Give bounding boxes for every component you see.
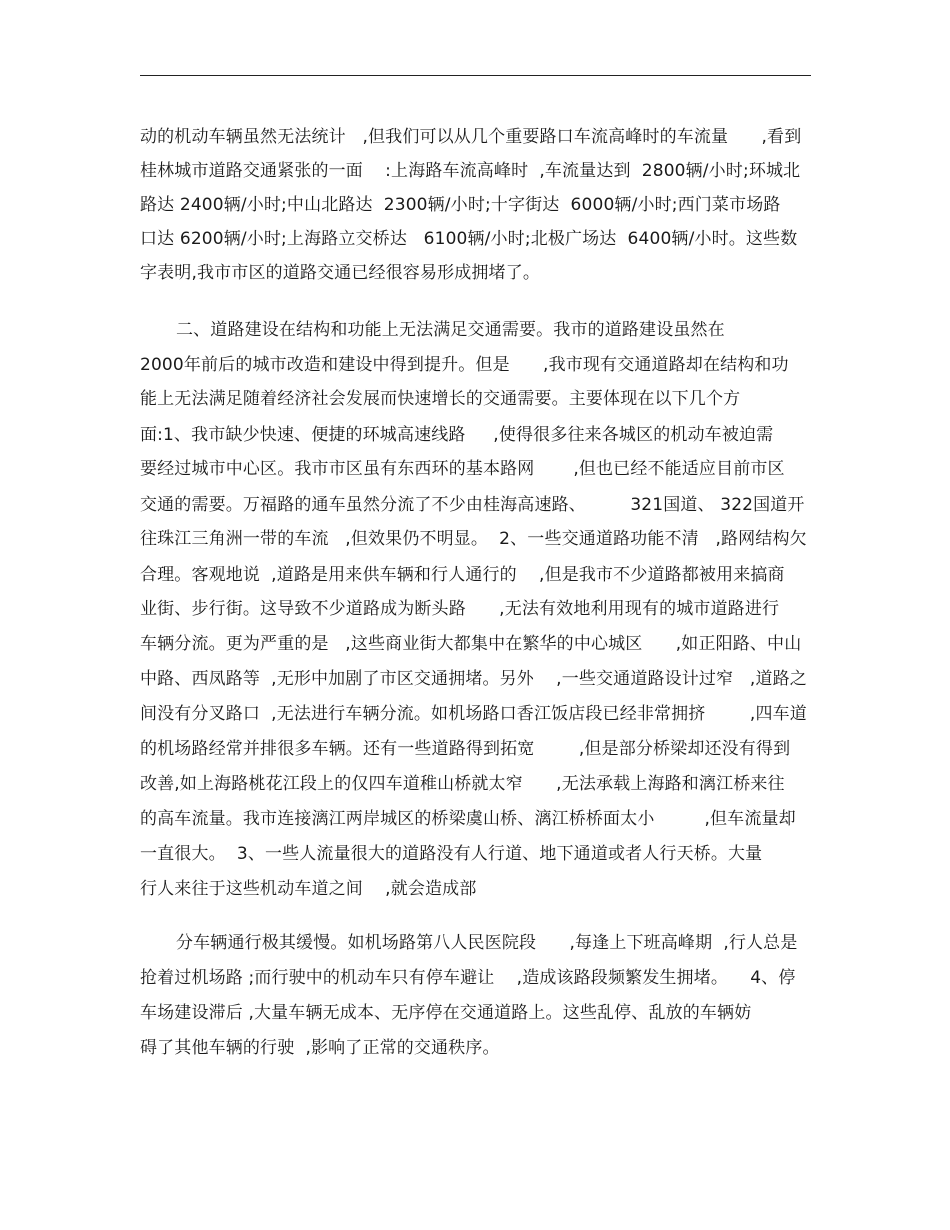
paragraph-2-line-10: 车辆分流。更为严重的是 ,这些商业街大都集中在繁华的中心城区 ,如正阳路、中山 [140,634,802,654]
paragraph-3-line-1: 分车辆通行极其缓慢。如机场路第八人民医院段 ,每逢上下班高峰期 ,行人总是 [176,933,798,953]
paragraph-2-line-17: 行人来往于这些机动车道之间 ,就会造成部 [140,879,477,899]
paragraph-2-line-2: 2000年前后的城市改造和建设中得到提升。但是 ,我市现有交通道路却在结构和功 [140,355,789,375]
paragraph-2-line-5: 要经过城市中心区。我市市区虽有东西环的基本路网 ,但也已经不能适应目前市区 [140,459,785,479]
paragraph-1-line-4: 口达 6200辆/小时;上海路立交桥达 6100辆/小时;北极广场达 6400辆/小时。这些数 [140,229,798,249]
paragraph-1-line-5: 字表明,我市市区的道路交通已经很容易形成拥堵了。 [140,263,541,283]
paragraph-3-line-3: 车场建设滞后 ,大量车辆无成本、无序停在交通道路上。这些乱停、乱放的车辆妨 [140,1003,752,1023]
paragraph-2-line-16: 一直很大。 3、一些人流量很大的道路没有人行道、地下通道或者人行天桥。大量 [140,844,763,864]
paragraph-2-line-15: 的高车流量。我市连接漓江两岸城区的桥梁虞山桥、漓江桥桥面太小 ,但车流量却 [140,809,796,829]
paragraph-2-line-8: 合理。客观地说 ,道路是用来供车辆和行人通行的 ,但是我市不少道路都被用来搞商 [140,565,785,585]
paragraph-1-line-1: 动的机动车辆虽然无法统计 ,但我们可以从几个重要路口车流高峰时的车流量 ,看到 [140,127,802,147]
paragraph-3-line-4: 碍了其他车辆的行驶 ,影响了正常的交通秩序。 [140,1038,500,1058]
paragraph-2-line-3: 能上无法满足随着经济社会发展而快速增长的交通需要。主要体现在以下几个方 [140,389,741,409]
header-rule [140,75,811,76]
paragraph-2-line-9: 业街、步行街。这导致不少道路成为断头路 ,无法有效地利用现有的城市道路进行 [140,599,780,619]
paragraph-2-line-1: 二、道路建设在结构和功能上无法满足交通需要。我市的道路建设虽然在 [176,320,725,340]
paragraph-2-line-14: 改善,如上海路桃花江段上的仅四车道稚山桥就太窄 ,无法承载上海路和漓江桥来往 [140,774,785,794]
paragraph-2-line-13: 的机场路经常并排很多车辆。还有一些道路得到拓宽 ,但是部分桥梁却还没有得到 [140,739,791,759]
paragraph-2-line-6: 交通的需要。万福路的通车虽然分流了不少由桂海高速路、 321国道、 322国道开 [140,495,805,515]
paragraph-2-line-7: 往珠江三角洲一带的车流 ,但效果仍不明显。 2、一些交通道路功能不清 ,路网结构欠 [140,529,807,549]
paragraph-2-line-11: 中路、西凤路等 ,无形中加剧了市区交通拥堵。另外 ,一些交通道路设计过窄 ,道路之 [140,669,807,689]
paragraph-3-line-2: 抢着过机场路 ;而行驶中的机动车只有停车避让 ,造成该路段频繁发生拥堵。 4、停 [140,968,796,988]
paragraph-2-line-12: 间没有分叉路口 ,无法进行车辆分流。如机场路口香江饭店段已经非常拥挤 ,四车道 [140,704,807,724]
paragraph-1-line-3: 路达 2400辆/小时;中山北路达 2300辆/小时;十字街达 6000辆/小时;西门菜市场路 [140,195,781,215]
paragraph-1-line-2: 桂林城市道路交通紧张的一面 :上海路车流高峰时 ,车流量达到 2800辆/小时;环城北 [140,161,801,181]
paragraph-2-line-4: 面:1、我市缺少快速、便捷的环城高速线路 ,使得很多往来各城区的机动车被迫需 [140,425,774,445]
